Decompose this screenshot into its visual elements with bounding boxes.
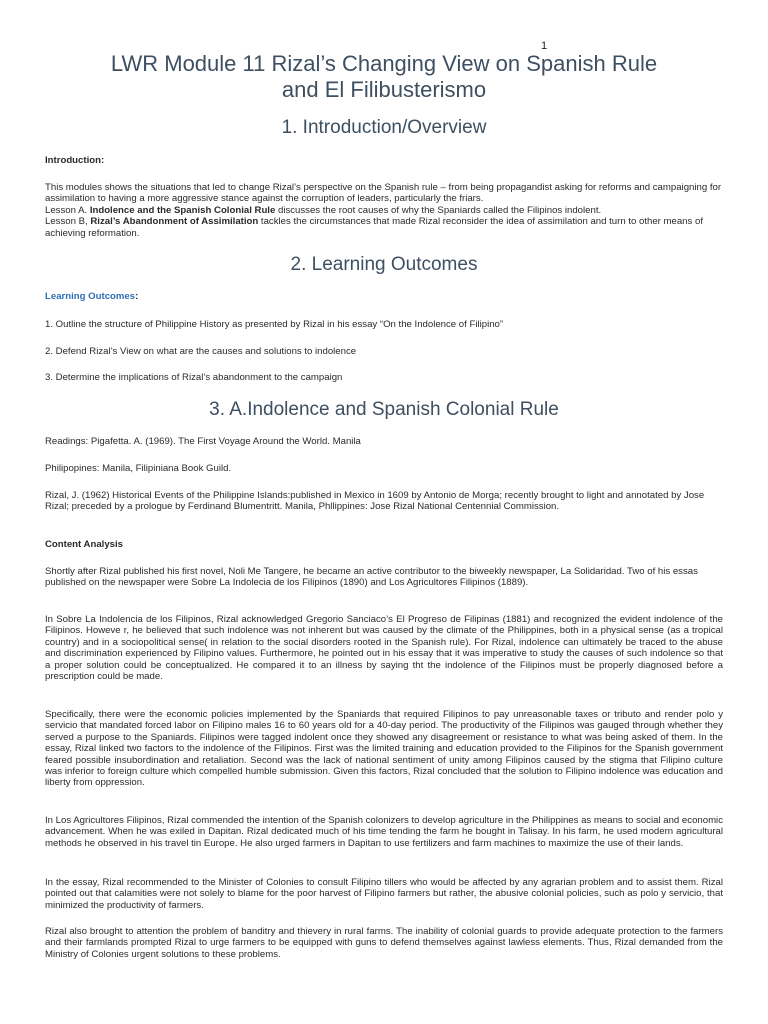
intro-label: Introduction: [45,155,105,166]
title-line-2: and El Filibusterismo [281,77,487,102]
outcome-1: 1. Outline the structure of Philippine History as presented by Rizal in his essay “On the Indolence of Filipino” [45,319,504,330]
lesson-a-title: Indolence and the Spanish Colonial Rule [89,204,276,216]
readings-line-2: Philipopines: Manila, Filipiniana Book Guild. [45,463,232,474]
paragraph-6: Rizal also brought to attention the problem of banditry and thievery in rural farms. The inability of colonial guards to provide adequate protection to the farmers and their farmlands prompted Rizal to urge farmers to be equipped with guns to defend themselves against lawless elements. Thus, Rizal demanded from the Ministry of Colonies urgent solutions to these problems. [45,926,723,960]
lesson-a-prefix: Lesson A. [45,204,90,216]
paragraph-4: In Los Agricultores Filipinos, Rizal commended the intention of the Spanish colonizers to develop agriculture in the Philippines as means to social and economic advancement. When he was exiled in Dapitan. Rizal dedicated much of his time tending the farm he bought in Talisay. In his farm, he used modern agricultural methods he observed in his travel tin Europe. He also urged farmers in Dapitan to use fertilizers and farm machines to maximize the use of their lands. [45,815,723,849]
outcomes-label-colon: : [135,291,139,302]
paragraph-3: Specifically, there were the economic policies implemented by the Spaniards that required Filipinos to pay unreasonable taxes or tributo and render polo y servicio that mandated forced labor on Filipino males 16 to 60 years old for a 40-day period. The productivity of the Filipinos was gauged through whether they served a purpose to the Spaniards. Filipinos were tagged indolent once they showed any disagreement or resistance to what was being asked of them. In the essay, Rizal linked two factors to the indolence of the Filipinos. First was the limited training and education provided to the Filipinos for the Spanish government feared possible insubordination and retaliation. Second was the lack of national sentiment of unity among Filipinos caused by the stigma that Filipino culture was inferior to foreign culture which compelled humble submission. Given this factors, Rizal concluded that the solution to Filipino indolence was education and liberty from oppression. [45,709,723,789]
section-3-heading: 3. A.Indolence and Spanish Colonial Rule [209,399,559,420]
document-title [40,51,728,103]
intro-paragraph [45,182,723,239]
content-analysis-label: Content Analysis [45,539,124,550]
lesson-b-text: tackles the circumstances that made Rizal reconsider the idea of assimilation and turn to other means of achieving reformation. [45,216,703,239]
outcome-3: 3. Determine the implications of Rizal’s abandonment to the campaign [45,372,343,383]
lesson-b-prefix: Lesson B, [45,216,91,228]
title-line-1: LWR Module 11 Rizal’s Changing View on Spanish Rule [110,51,658,76]
paragraph-5: In the essay, Rizal recommended to the Minister of Colonies to consult Filipino tillers who would be affected by any agrarian problem and to assist them. Rizal pointed out that calamities were not solely to blame for the poor harvest of Filipino farmers but rather, the abusive colonial policies, such as polo y servicio, that minimized the productivity of farmers. [45,877,723,911]
section-1-heading: 1. Introduction/Overview [281,117,487,138]
outcome-2: 2. Defend Rizal’s View on what are the causes and solutions to indolence [45,346,357,357]
section-2-heading: 2. Learning Outcomes [290,254,478,275]
paragraph-1: Shortly after Rizal published his first novel, Noli Me Tangere, he became an active contributor to the biweekly newspaper, La Solidaridad. Two of his essas published on the newspaper were Sobre La Indolecia de los Filipinos (1890) and Los Agricultores Filipinos (1889). [45,566,698,589]
outcomes-label [45,291,723,302]
readings-line-1: Readings: Pigafetta. A. (1969). The First Voyage Around the World. Manila [45,436,361,447]
paragraph-2: In Sobre La Indolencia de los Filipinos, Rizal acknowledged Gregorio Sanciaco’s El Progreso de Filipinas (1881) and recognized the evident indolence of the Filipinos. Howeve r, he believed that such indolence was not inherent but was caused by the climate of the Philippines, both in a physical sense (as a tropical country) and in a sociopolitical sense( in relation to the social disorders rooted in the Spanish rule). For Rizal, indolence can ultimately be traced to the abuse and discrimination experienced by Filipino values. Furthermore, he pointed out in his essay that it was imperative to study the causes of such indolence so that a proper solution could be conceptualized. He compared it to an illness by saying tht the indolence of the Filipinos must be properly diagnosed before a prescription could be made. [45,614,723,683]
page-number: 1 [541,40,548,52]
intro-text: This modules shows the situations that led to change Rizal’s perspective on the Spanish rule – from being propagandist asking for reforms and campaigning for assimilation to having a more aggressive stance against the corruption of leaders, particularly the friars. [45,182,722,205]
outcomes-label-text: Learning Outcomes [45,291,136,302]
readings-line-3: Rizal, J. (1962) Historical Events of the Philippine Islands:published in Mexico in 1609 by Antonio de Morga; recently brought to light and annotated by Jose Rizal; preceded by a prologue by Ferdinand Blumentritt. Manila, Phllippines: Jose Rizal National Centennial Commission. [45,490,705,513]
lesson-b-title: Rizal’s Abandonment of Assimilation [90,216,259,228]
lesson-a-text: discusses the root causes of why the Spaniards called the Filipinos indolent. [275,204,602,216]
